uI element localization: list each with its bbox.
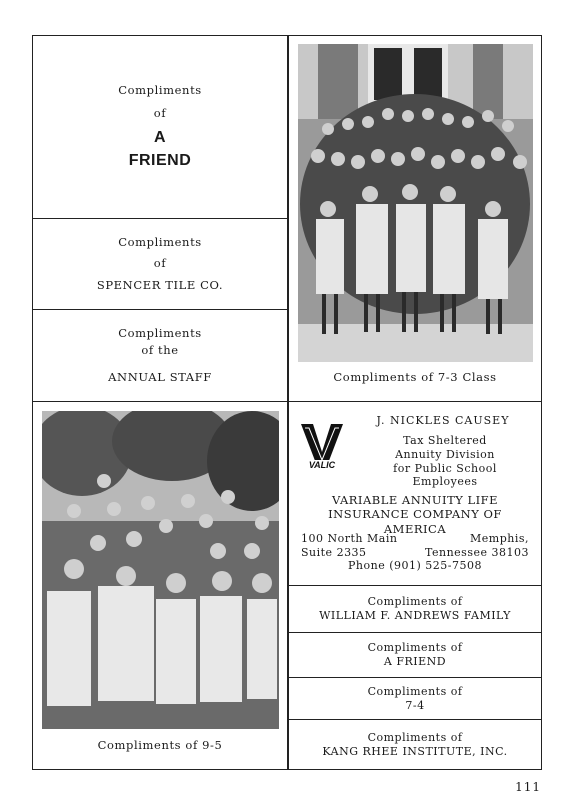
friend-ad-line1: Compliments <box>118 82 202 97</box>
friend-ad-line2: of <box>153 105 167 120</box>
valic-logo <box>299 422 345 468</box>
andrews-family-ad <box>288 585 542 633</box>
class-9-5-photo <box>42 411 279 729</box>
causey-division-block <box>359 434 531 489</box>
page-number: 111 <box>515 780 541 794</box>
causey-company3: AMERICA <box>383 521 447 536</box>
staff-ad-line3: ANNUAL STAFF <box>108 370 212 385</box>
causey-line3: for Public School <box>393 461 497 475</box>
causey-ad <box>288 401 542 586</box>
friend-ad <box>32 35 288 219</box>
class-7-3-photo <box>298 44 533 362</box>
causey-address-row1 <box>301 532 529 546</box>
kangrhee-line2: KANG RHEE INSTITUTE, INC. <box>322 744 508 758</box>
class-7-3-caption: Compliments of 7-3 Class <box>333 370 497 384</box>
staff-ad-line2: of the <box>141 342 179 357</box>
causey-line1: Tax Sheltered <box>403 434 487 447</box>
causey-phone: Phone (901) 525-7508 <box>348 559 482 572</box>
friend2-line2: A FRIEND <box>383 655 447 668</box>
causey-address-row2 <box>301 546 529 560</box>
class-9-5-ad <box>32 401 288 770</box>
causey-company-block <box>289 493 541 536</box>
class74-line2: 7-4 <box>405 698 425 712</box>
staff-ad-line1: Compliments <box>118 325 202 340</box>
causey-addr1-left: 100 North Main <box>301 532 398 545</box>
class74-line1: Compliments of <box>367 684 463 698</box>
friend2-ad <box>288 632 542 678</box>
andrews-line1: Compliments of <box>367 595 463 609</box>
annual-staff-ad <box>32 309 288 402</box>
kangrhee-line1: Compliments of <box>367 730 463 744</box>
kang-rhee-ad <box>288 719 542 770</box>
spencer-ad-line2: of <box>153 256 167 271</box>
class-7-3-ad <box>288 35 542 402</box>
spencer-ad-line1: Compliments <box>118 235 202 250</box>
causey-company2: INSURANCE COMPANY OF <box>328 507 502 522</box>
class-9-5-caption: Compliments of 9-5 <box>97 738 223 752</box>
causey-addr2-left: Suite 2335 <box>301 546 367 559</box>
causey-company1: VARIABLE ANNUITY LIFE <box>331 493 499 507</box>
causey-line4: Employees <box>412 475 478 489</box>
spencer-ad-line3: SPENCER TILE CO. <box>96 277 224 292</box>
andrews-line2: WILLIAM F. ANDREWS FAMILY <box>319 609 511 622</box>
causey-line2: Annuity Division <box>395 447 495 461</box>
spencer-tile-ad <box>32 218 288 310</box>
class-7-4-ad <box>288 677 542 720</box>
valic-logo-text: VALIC <box>299 460 345 470</box>
friend-ad-line4: FRIEND <box>128 152 192 170</box>
causey-addr1-right: Memphis, <box>470 532 529 545</box>
friend2-line1: Compliments of <box>367 641 463 655</box>
causey-name: J. NICKLES CAUSEY <box>376 414 510 427</box>
friend-ad-line3: A <box>153 129 167 147</box>
causey-addr2-right: Tennessee 38103 <box>425 546 529 559</box>
